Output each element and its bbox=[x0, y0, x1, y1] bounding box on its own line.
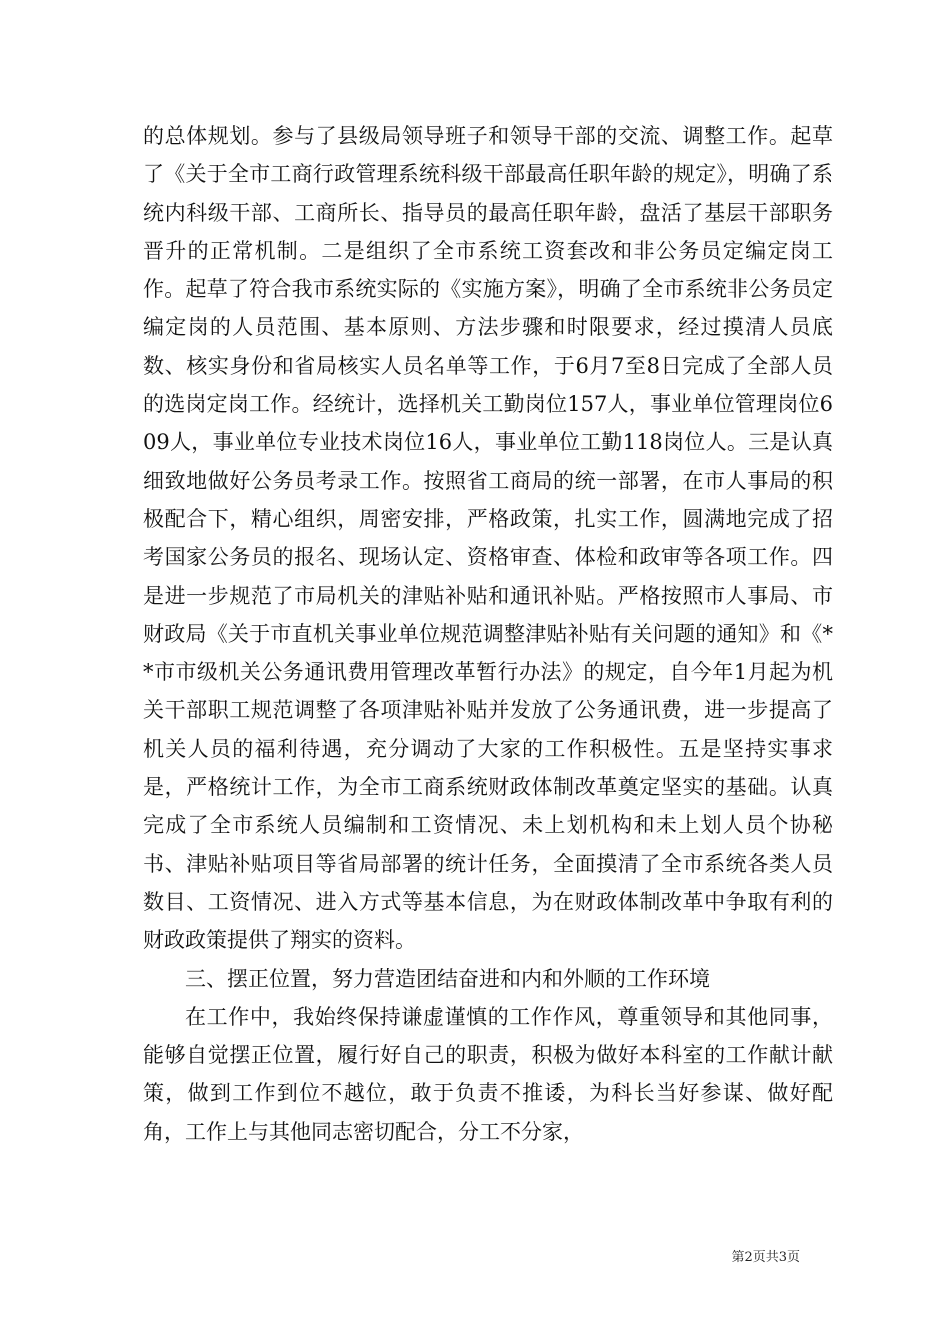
paragraph-continuation: 的总体规划。参与了县级局领导班子和领导干部的交流、调整工作。起草了《关于全市工商行政管理系统科级干部最高任职年龄的规定》，明确了系统内科级干部、工商所长、指导员的最高任职年龄，盘活了基层干部职务晋升的正常机制。二是组织了全市系统工资套改和非公务员定编定岗工作。起草了符合我市系统实际的《实施方案》，明确了全市系统非公务员定编定岗的人员范围、基本原则、方法步骤和时限要求，经过摸清人员底数、核实身份和省局核实人员名单等工作，于6月7至8日完成了全部人员的选岗定岗工作。经统计，选择机关工勤岗位157人，事业单位管理岗位609人，事业单位专业技术岗位16人，事业单位工勤118岗位人。三是认真细致地做好公务员考录工作。按照省工商局的统一部署，在市人事局的积极配合下，精心组织，周密安排，严格政策，扎实工作，圆满地完成了招考国家公务员的报名、现场认定、资格审查、体检和政审等各项工作。四是进一步规范了市局机关的津贴补贴和通讯补贴。严格按照市人事局、市财政局《关于市直机关事业单位规范调整津贴补贴有关问题的通知》和《**市市级机关公务通讯费用管理改革暂行办法》的规定，自今年1月起为机关干部职工规范调整了各项津贴补贴并发放了公务通讯费，进一步提高了机关人员的福利待遇，充分调动了大家的工作积极性。五是坚持实事求是，严格统计工作，为全市工商系统财政体制改革奠定坚实的基础。认真完成了全市系统人员编制和工资情况、未上划机构和未上划人员个协秘书、津贴补贴项目等省局部署的统计任务，全面摸清了全市系统各类人员数目、工资情况、进入方式等基本信息，为在财政体制改革中争取有利的财政政策提供了翔实的资料。 bbox=[143, 124, 833, 953]
section-heading: 三、摆正位置，努力营造团结奋进和内和外顺的工作环境 bbox=[185, 966, 710, 991]
page-number: 第2页共3页 bbox=[731, 1250, 800, 1265]
paragraph: 在工作中，我始终保持谦虚谨慎的工作作风，尊重领导和其他同事，能够自觉摆正位置，履行好自己的职责，积极为做好本科室的工作献计献策，做到工作到位不越位，敢于负责不推诿，为科长当好参谋、做好配角，工作上与其他同志密切配合，分工不分家， bbox=[143, 1004, 833, 1144]
document-body bbox=[143, 117, 833, 1151]
